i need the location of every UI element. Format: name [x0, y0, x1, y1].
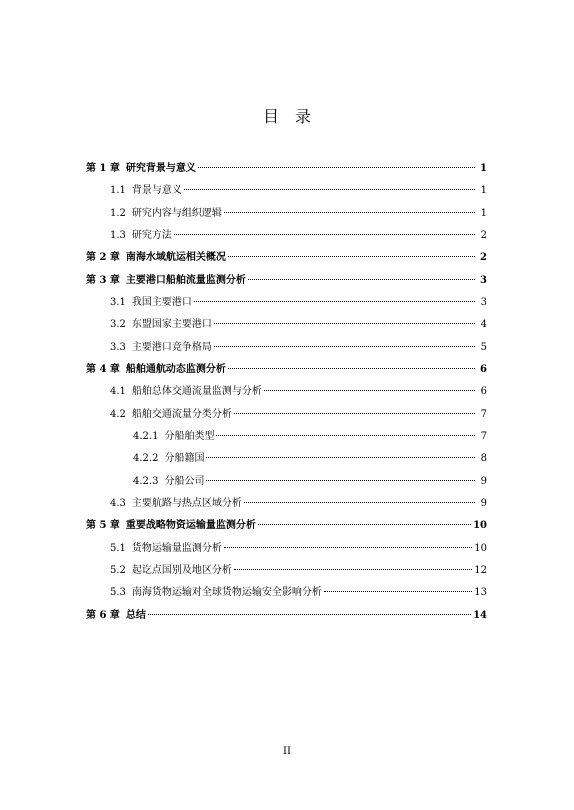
toc-entry[interactable]: [110, 226, 487, 246]
toc-leader-dots: [214, 323, 475, 324]
toc-entry[interactable]: [110, 181, 487, 201]
toc-leader-dots: [198, 167, 475, 168]
toc-entry-label: 研究背景与意义: [125, 163, 196, 174]
toc-entry-label: 南海水域航运相关概况: [125, 252, 226, 263]
toc-entry-number: 第 2 章: [86, 252, 120, 263]
toc-entry-number: 第 4 章: [86, 364, 120, 375]
toc-entry-page: 6: [480, 364, 487, 375]
toc-entry[interactable]: [110, 315, 487, 335]
toc-entry-page: 1: [480, 185, 487, 196]
toc-entry[interactable]: [133, 427, 487, 447]
toc-entry[interactable]: [110, 293, 487, 313]
toc-entry-page: 9: [480, 476, 487, 487]
toc-entry-page: 6: [480, 386, 487, 397]
toc-entry[interactable]: [110, 338, 487, 358]
toc-entry-label: 南海货物运输对全球货物运输安全影响分析: [131, 587, 322, 598]
page-number: II: [283, 746, 291, 757]
toc-entry-number: 第 1 章: [86, 163, 120, 174]
toc-entry-label: 船舶总体交通流量监测与分析: [131, 386, 262, 397]
toc-entry[interactable]: [110, 583, 487, 603]
toc-entry[interactable]: [110, 405, 487, 425]
toc-entry-number: 3.2: [110, 319, 126, 330]
toc-entry-page: 3: [480, 297, 487, 308]
toc-entry-number: 4.2.2: [133, 453, 159, 464]
toc-entry-number: 1.2: [110, 208, 126, 219]
toc-entry-page: 10: [473, 520, 487, 531]
toc-entry-page: 2: [480, 252, 487, 263]
toc-entry-number: 1.1: [110, 185, 126, 196]
toc-entry-page: 8: [480, 453, 487, 464]
toc-title: [0, 104, 574, 127]
toc-entry-page: 9: [480, 498, 487, 509]
toc-leader-dots: [234, 569, 472, 570]
toc-entry-label: 重要战略物资运输量监测分析: [125, 520, 256, 531]
toc-entry[interactable]: [86, 516, 487, 536]
toc-entry-number: 第 6 章: [86, 610, 120, 621]
toc-entry-page: 12: [474, 565, 487, 576]
toc-entry-label: 主要港口船舶流量监测分析: [125, 275, 246, 286]
toc-entry-page: 1: [480, 208, 487, 219]
toc-entry[interactable]: [110, 539, 487, 559]
toc-entry-label: 研究内容与组织逻辑: [131, 208, 222, 219]
toc-entry-number: 4.2.3: [133, 476, 159, 487]
toc-entry-label: 我国主要港口: [131, 297, 192, 308]
toc-entry-page: 7: [480, 431, 487, 442]
toc-leader-dots: [248, 279, 475, 280]
toc-entry[interactable]: [133, 472, 487, 492]
toc-entry-label: 东盟国家主要港口: [131, 319, 212, 330]
toc-entry-page: 10: [474, 543, 487, 554]
toc-entry-label: 货物运输量监测分析: [131, 543, 222, 554]
toc-entry[interactable]: [86, 248, 487, 268]
toc-entry[interactable]: [86, 606, 487, 626]
toc-entry-label: 主要港口竞争格局: [131, 342, 212, 353]
toc-leader-dots: [174, 234, 475, 235]
toc-entry[interactable]: [86, 360, 487, 380]
toc-entry-number: 3.1: [110, 297, 126, 308]
toc-entry-page: 3: [480, 275, 487, 286]
toc-leader-dots: [224, 212, 475, 213]
toc-leader-dots: [216, 435, 475, 436]
toc-entry[interactable]: [110, 382, 487, 402]
toc-entry-page: 13: [474, 587, 487, 598]
toc-entry-number: 4.2: [110, 409, 126, 420]
toc-leader-dots: [148, 614, 471, 615]
toc-leader-dots: [244, 502, 475, 503]
toc-entry[interactable]: [110, 494, 487, 514]
toc-entry-page: 14: [473, 610, 487, 621]
toc-entry-label: 总结: [125, 610, 146, 621]
toc-leader-dots: [258, 524, 471, 525]
toc-leader-dots: [206, 480, 475, 481]
toc-entry-label: 研究方法: [131, 230, 172, 241]
toc-entry-number: 5.3: [110, 587, 126, 598]
toc-entry-label: 分船籍国: [164, 453, 205, 464]
toc-entry-label: 主要航路与热点区域分析: [131, 498, 242, 509]
toc-entry-number: 4.3: [110, 498, 126, 509]
toc-leader-dots: [206, 457, 475, 458]
toc-entry-number: 5.1: [110, 543, 126, 554]
toc-entry-number: 3.3: [110, 342, 126, 353]
toc-entry-label: 分船舶类型: [164, 431, 215, 442]
toc-leader-dots: [224, 547, 472, 548]
toc-leader-dots: [194, 301, 475, 302]
toc-entry[interactable]: [86, 271, 487, 291]
toc-title-text: 目 录: [262, 107, 311, 126]
toc-entry-number: 第 3 章: [86, 275, 120, 286]
toc-entry-page: 5: [480, 342, 487, 353]
toc-leader-dots: [234, 413, 475, 414]
toc-leader-dots: [228, 368, 475, 369]
toc-entry-number: 5.2: [110, 565, 126, 576]
toc-entry-label: 船舶交通流量分类分析: [131, 409, 232, 420]
toc-entry-label: 起讫点国别及地区分析: [131, 565, 232, 576]
toc-entry[interactable]: [86, 159, 487, 179]
toc-entry-label: 船舶通航动态监测分析: [125, 364, 226, 375]
toc-leader-dots: [264, 390, 475, 391]
toc-leader-dots: [184, 189, 475, 190]
toc-entry[interactable]: [110, 204, 487, 224]
toc-entry[interactable]: [110, 561, 487, 581]
toc-entry-page: 1: [480, 163, 487, 174]
toc-entry-page: 4: [480, 319, 487, 330]
toc-entry-number: 1.3: [110, 230, 126, 241]
toc-leader-dots: [228, 256, 475, 257]
toc-entry-label: 背景与意义: [131, 185, 182, 196]
toc-leader-dots: [324, 591, 472, 592]
toc-leader-dots: [214, 346, 475, 347]
toc-entry-page: 7: [480, 409, 487, 420]
toc-entry-number: 4.1: [110, 386, 126, 397]
toc-entry[interactable]: [133, 449, 487, 469]
toc-entry-page: 2: [480, 230, 487, 241]
toc-entry-label: 分船公司: [164, 476, 205, 487]
toc-entry-number: 4.2.1: [133, 431, 159, 442]
toc-entry-number: 第 5 章: [86, 520, 120, 531]
